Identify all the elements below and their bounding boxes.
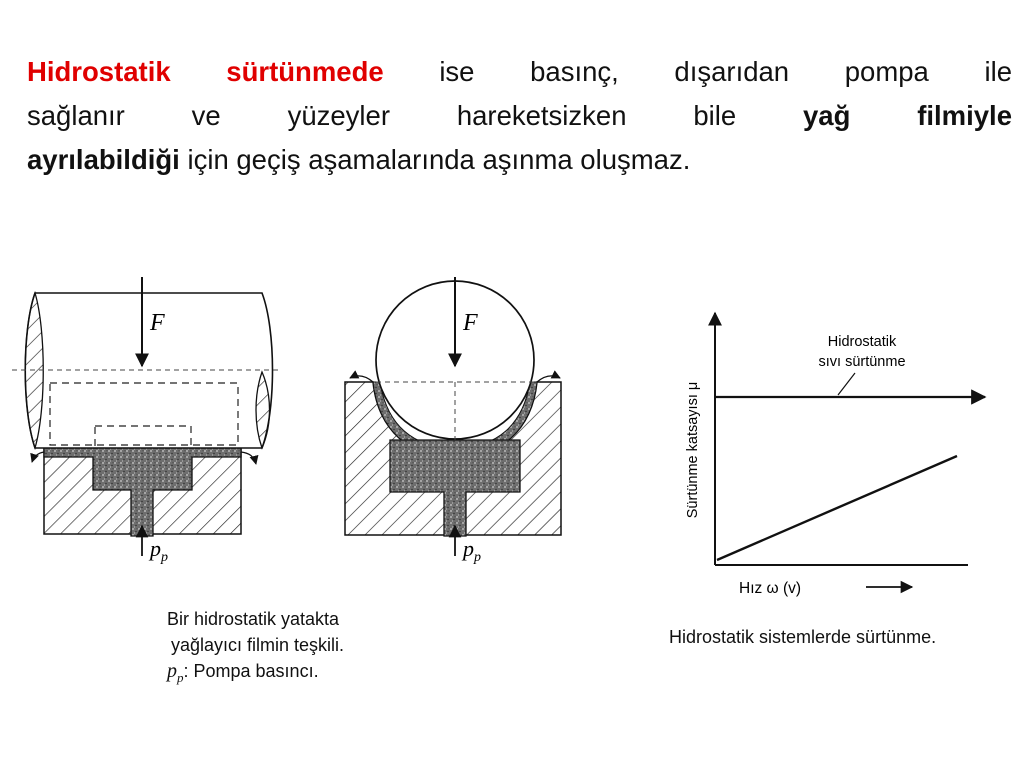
friction-graph (685, 313, 985, 597)
x-axis-label: Hız ω (v) (739, 580, 802, 597)
oil-exit-arrow-left (32, 452, 44, 462)
label-leader (838, 373, 855, 395)
right-caption: Hidrostatik sistemlerde sürtünme. (669, 627, 937, 647)
paragraph-line-3: ayrılabildiği için geçiş aşamalarında aşınma oluşmaz. (27, 144, 691, 175)
ball-pressure-label: $p_p$ (463, 536, 481, 565)
y-axis-label: Sürtünme katsayısı μ (685, 381, 701, 519)
spherical-bearing-diagram (345, 277, 561, 565)
highlight-term: Hidrostatik sürtünmede (27, 56, 384, 87)
flat-bearing-diagram (12, 277, 280, 565)
pressure-label: $p_p$ (150, 536, 168, 565)
ball-oil-exit-right (537, 376, 560, 382)
force-label: F (150, 310, 165, 336)
ball-force-label: F (463, 310, 478, 336)
paragraph-line-1: Hidrostatik sürtünmede ise basınç, dışarıdan pompa ile (27, 56, 1012, 87)
ball-oil-exit-left (350, 376, 373, 382)
paragraph-line-2: sağlanır ve yüzeyler hareketsizken bile yağ filmiyle (27, 100, 1012, 131)
curve-label-line1: Hidrostatik (827, 334, 897, 350)
left-caption: Bir hidrostatik yatakta yağlayıcı filmin teşkili. $p_p$: Pompa basıncı. (167, 609, 345, 685)
rising-friction-line (717, 456, 957, 560)
curve-label-line2: sıvı sürtünme (818, 354, 906, 370)
oil-exit-arrow-right (241, 452, 256, 464)
